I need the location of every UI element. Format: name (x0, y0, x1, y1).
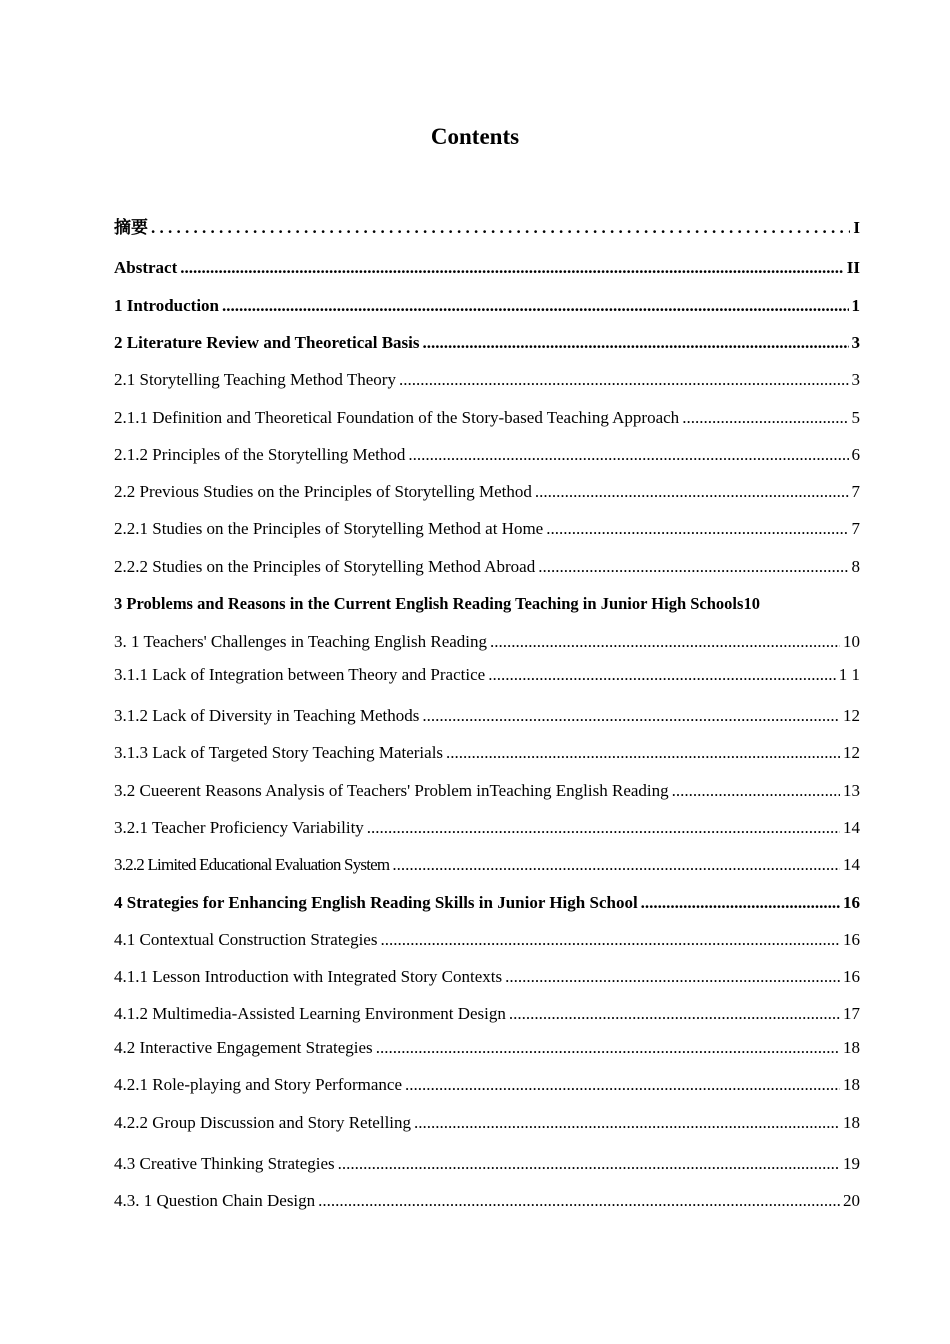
toc-entry-page: 10 (743, 594, 760, 613)
toc-entry-label: Abstract (114, 258, 178, 277)
toc-entry-label: 3.2.2 Limited Educational Evaluation System (114, 855, 390, 874)
toc-leader (546, 516, 848, 542)
toc-entry-page: 18 (843, 1075, 860, 1094)
toc-leader (180, 255, 844, 281)
toc-entry[interactable] (114, 1001, 860, 1027)
toc-leader (376, 1035, 840, 1061)
toc-entry-label: 4.2 Interactive Engagement Strategies (114, 1038, 373, 1057)
toc-entry[interactable] (114, 890, 860, 916)
toc-leader (423, 330, 849, 356)
toc-entry-page: 14 (843, 855, 860, 874)
toc-entry[interactable] (114, 516, 860, 542)
toc-entry-label: 4 Strategies for Enhancing English Reading Skills in Junior High School (114, 893, 638, 912)
toc-entry-page: 3 (851, 333, 860, 352)
toc-entry[interactable] (114, 330, 860, 356)
toc-entry-page: 18 (843, 1038, 860, 1057)
toc-entry-page: 10 (843, 632, 860, 651)
toc-entry-label: 2 Literature Review and Theoretical Basis (114, 333, 420, 352)
toc-entry[interactable] (114, 554, 860, 580)
toc-entry[interactable] (114, 778, 860, 804)
toc-entry-page: 19 (843, 1154, 860, 1173)
toc-leader (405, 1072, 840, 1098)
toc-entry-page: 16 (843, 893, 860, 912)
toc-leader (535, 479, 849, 505)
toc-entry[interactable] (114, 591, 860, 617)
toc-leader (422, 703, 840, 729)
toc-entry-label: 2.2.2 Studies on the Principles of Storytelling Method Abroad (114, 557, 536, 576)
toc-entry[interactable] (114, 927, 860, 953)
toc-entry-label: 摘要 (114, 218, 148, 237)
toc-entry-label: 4.2.2 Group Discussion and Story Retelling (114, 1113, 412, 1132)
toc-entry-label: 2.1 Storytelling Teaching Method Theory (114, 370, 396, 389)
toc-entry-label: 3.2.1 Teacher Proficiency Variability (114, 818, 364, 837)
toc-entry[interactable] (114, 1188, 860, 1214)
toc-leader (367, 815, 840, 841)
toc-entry-label: 4.1 Contextual Construction Strategies (114, 930, 378, 949)
toc-entry-page: 14 (843, 818, 860, 837)
toc-entry-label: 2.1.2 Principles of the Storytelling Method (114, 445, 406, 464)
toc-entry[interactable] (114, 740, 860, 766)
toc-entry[interactable] (114, 293, 860, 319)
toc-entry[interactable] (114, 852, 860, 878)
toc-entry-page: 7 (851, 519, 860, 538)
toc-entry-label: 3.1.2 Lack of Diversity in Teaching Methods (114, 706, 420, 725)
toc-entry-label: 2.2.1 Studies on the Principles of Storytelling Method at Home (114, 519, 544, 538)
toc-leader (392, 852, 840, 878)
toc-entry-label: 3.1.3 Lack of Targeted Story Teaching Materials (114, 743, 444, 762)
toc-leader (509, 1001, 840, 1027)
toc-entry-page: 3 (851, 370, 860, 389)
toc-entry-page: I (853, 218, 860, 237)
toc-entry-label: 3.2 Cueerent Reasons Analysis of Teachers' Problem inTeaching English Reading (114, 781, 669, 800)
toc-leader (672, 778, 840, 804)
toc-entry[interactable] (114, 703, 860, 729)
toc-entry[interactable] (114, 629, 860, 655)
toc-entry-label: 3. 1 Teachers' Challenges in Teaching English Reading (114, 632, 488, 651)
toc-leader (151, 215, 850, 241)
toc-entry[interactable] (114, 1072, 860, 1098)
toc-entry-label: 4.3. 1 Question Chain Design (114, 1191, 316, 1210)
toc-leader (490, 629, 840, 655)
toc-leader (446, 740, 840, 766)
toc-leader (318, 1188, 840, 1214)
toc-entry[interactable] (114, 964, 860, 990)
toc-entry-page: 18 (843, 1113, 860, 1132)
toc-entry-page: 13 (843, 781, 860, 800)
toc-entry[interactable] (114, 479, 860, 505)
toc-leader (338, 1151, 840, 1177)
toc-entry-label: 2.1.1 Definition and Theoretical Foundation of the Story-based Teaching Approach (114, 408, 680, 427)
toc-leader (399, 367, 849, 393)
toc-entry-page: 16 (843, 930, 860, 949)
toc-entry-page: 12 (843, 743, 860, 762)
toc-entry-page: 12 (843, 706, 860, 725)
toc-leader (408, 442, 848, 468)
toc-entry[interactable] (114, 442, 860, 468)
toc-entry-page: 8 (851, 557, 860, 576)
toc-entry-label: 3 Problems and Reasons in the Current English Reading Teaching in Junior High Schools (114, 594, 744, 613)
toc-entry-label: 4.1.2 Multimedia-Assisted Learning Environment Design (114, 1004, 506, 1023)
toc-leader (641, 890, 840, 916)
toc-leader (538, 554, 848, 580)
toc-entry-page: 16 (843, 967, 860, 986)
toc-entry-page: 7 (851, 482, 860, 501)
toc-entry[interactable] (114, 662, 860, 688)
toc-entry-label: 4.2.1 Role-playing and Story Performance (114, 1075, 402, 1094)
toc-leader (505, 964, 840, 990)
toc-entry-page: 5 (851, 408, 860, 427)
page-title: Contents (430, 124, 520, 149)
toc-leader (682, 405, 848, 431)
toc-entry[interactable] (114, 367, 860, 393)
toc-entry-page: 1 (851, 296, 860, 315)
toc-entry[interactable] (114, 215, 860, 241)
toc-entry-page: 20 (843, 1191, 860, 1210)
toc-entry[interactable] (114, 1110, 860, 1136)
toc-entry-label: 1 Introduction (114, 296, 220, 315)
toc-entry[interactable] (114, 405, 860, 431)
toc-entry-page: 1 1 (838, 665, 860, 684)
toc-entry-page: II (846, 258, 860, 277)
toc-leader (414, 1110, 840, 1136)
toc-entry-label: 4.3 Creative Thinking Strategies (114, 1154, 335, 1173)
toc-entry[interactable] (114, 1151, 860, 1177)
toc-entry-label: 3.1.1 Lack of Integration between Theory and Practice (114, 665, 486, 684)
toc-entry[interactable] (114, 255, 860, 281)
toc-leader (380, 927, 840, 953)
toc-entry-page: 17 (843, 1004, 860, 1023)
toc-entry[interactable] (114, 815, 860, 841)
toc-entry-page: 6 (851, 445, 860, 464)
toc-entry[interactable] (114, 1035, 860, 1061)
toc-leader (222, 293, 848, 319)
toc-entry-label: 4.1.1 Lesson Introduction with Integrated Story Contexts (114, 967, 503, 986)
toc-leader (488, 662, 836, 688)
toc-entry-label: 2.2 Previous Studies on the Principles of Storytelling Method (114, 482, 532, 501)
